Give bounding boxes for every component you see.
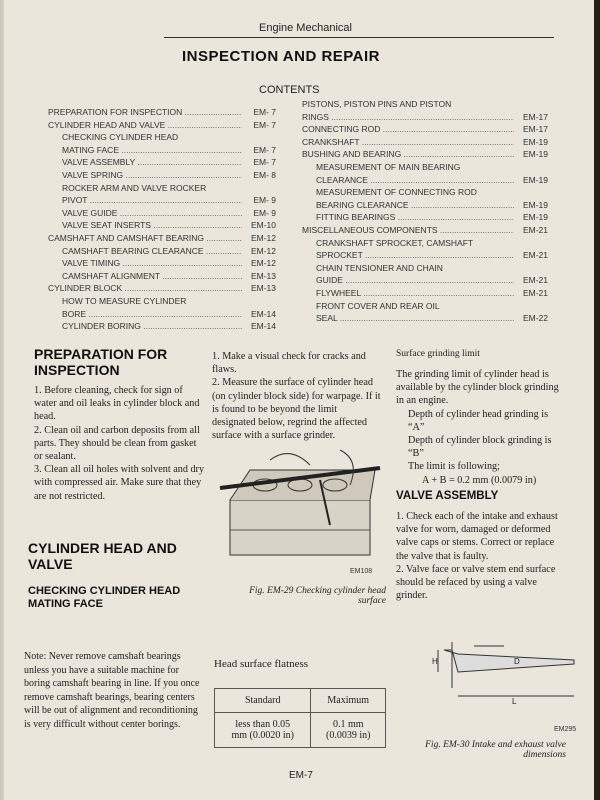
toc-entry-label: CHECKING CYLINDER HEAD (62, 132, 179, 143)
toc-entry-page: EM-12 (250, 232, 276, 243)
table-title: Head surface flatness (214, 658, 309, 670)
prep-body (34, 384, 206, 503)
toc-entry-label: MISCELLANEOUS COMPONENTS ..... (302, 224, 514, 237)
toc-entry-label: CYLINDER HEAD AND VALVE ..... (48, 119, 242, 132)
toc-entry-page: EM- 7 (253, 144, 276, 155)
limit-formula: A + B = 0.2 mm (0.0079 in) (422, 474, 537, 486)
toc-entry (48, 156, 276, 169)
contents-label: CONTENTS (259, 84, 320, 96)
maximum-value-line1: 0.1 mm (332, 719, 364, 730)
toc-entry (302, 262, 548, 275)
toc-entry-page: EM-17 (522, 124, 548, 135)
figure-29-caption: Fig. EM-29 Checking cylinder head surface (249, 586, 386, 606)
toc-entry (302, 224, 548, 237)
toc-entry (48, 257, 276, 270)
toc-entry-label: CRANKSHAFT ..... (302, 136, 514, 149)
cylinder-head-check-illustration (210, 440, 386, 580)
depth-b-text: Depth of cylinder block grinding is “B” (408, 435, 552, 460)
toc-entry-label: ROCKER ARM AND VALVE ROCKER (62, 182, 207, 193)
toc-entry-page: EM- 9 (253, 207, 276, 218)
prep-heading: PREPARATION FOR INSPECTION (34, 346, 168, 378)
toc-entry-label: VALVE SPRING ..... (48, 169, 242, 182)
toc-entry (48, 182, 276, 195)
toc-entry (302, 300, 548, 313)
toc-entry-page: EM-19 (522, 174, 548, 185)
manual-page (4, 0, 594, 800)
toc-entry (302, 237, 548, 250)
toc-entry (48, 106, 276, 119)
toc-entry-page: EM-12 (250, 258, 276, 269)
toc-entry (48, 320, 276, 333)
valve-paragraph-1: 1. Check each of the intake and exhaust valve for worn, damaged or deformed valve caps or stems. Correct or replace the valve that is faulty. (396, 511, 558, 562)
dim-h-label: H (432, 657, 438, 666)
toc-entry-label: MEASUREMENT OF CONNECTING ROD (316, 187, 477, 198)
page-title: INSPECTION AND REPAIR (182, 48, 381, 65)
toc-entry-label: BEARING CLEARANCE ..... (302, 199, 514, 212)
toc-entry (48, 270, 276, 283)
toc-entry-label: CRANKSHAFT SPROCKET, CAMSHAFT (316, 237, 474, 248)
toc-entry-label: VALVE SEAT INSERTS ..... (48, 219, 242, 232)
toc-entry-label: SEAL ..... (302, 312, 514, 325)
toc-entry-page: EM-22 (522, 313, 548, 324)
toc-entry-label: PIVOT ..... (48, 194, 242, 207)
dim-d-label: D (514, 657, 520, 666)
valve-paragraph-2: 2. Valve face or valve stem end surface should be refaced by using a valve grinder. (396, 563, 556, 602)
toc-entry-page: EM-14 (250, 308, 276, 319)
toc-entry (302, 98, 548, 111)
toc-entry (48, 131, 276, 144)
limit-text: The limit is following; (408, 461, 500, 473)
prep-paragraph-3: 3. Clean all oil holes with solvent and dry with compressed air. Make sure that they are not restricted. (34, 464, 205, 502)
toc-entry-page: EM- 9 (253, 195, 276, 206)
toc-entry (48, 169, 276, 182)
toc-entry (48, 219, 276, 232)
toc-entry-label: VALVE GUIDE ..... (48, 207, 242, 220)
standard-value-line2: mm (0.0020 in) (231, 730, 294, 741)
valve-assembly-heading: VALVE ASSEMBLY (396, 490, 499, 502)
toc-entry-label: FRONT COVER AND REAR OIL (316, 300, 440, 311)
toc-entry (302, 249, 548, 262)
figure-30-code: EM295 (554, 726, 577, 733)
toc-entry-page: EM-19 (522, 212, 548, 223)
toc-entry-page: EM- 7 (253, 119, 276, 130)
cylinder-head-heading: CYLINDER HEAD AND VALVE (28, 540, 177, 572)
toc-entry (48, 282, 276, 295)
toc-entry-label: CHAIN TENSIONER AND CHAIN (316, 262, 443, 273)
toc-entry (48, 245, 276, 258)
prep-paragraph-2: 2. Clean oil and carbon deposits from all parts. They should be clean from gasket or sealant. (34, 424, 200, 463)
toc-entry-page: EM-21 (522, 224, 548, 235)
toc-entry-label: FLYWHEEL ..... (302, 287, 514, 300)
toc-entry-label: GUIDE ..... (302, 274, 514, 287)
table-header-row (215, 689, 386, 713)
valve-assembly-body (396, 510, 568, 602)
toc-entry-page: EM- 7 (253, 107, 276, 117)
toc-entry (302, 312, 548, 325)
table-header-maximum: Maximum (311, 689, 386, 713)
toc-entry-label: PISTONS, PISTON PINS AND PISTON (302, 99, 452, 109)
toc-entry (302, 199, 548, 212)
toc-entry-page: EM-14 (250, 321, 276, 332)
toc-entry (302, 287, 548, 300)
grinding-limit-block (396, 368, 566, 487)
toc-entry-label: BORE ..... (48, 308, 242, 321)
toc-entry-page: EM-21 (522, 275, 548, 286)
maximum-value (311, 713, 386, 748)
figure-30-caption: Fig. EM-30 Intake and exhaust valve dimensions (425, 740, 566, 760)
camshaft-note: Note: Never remove camshaft bearings unless you have a suitable machine for boring camshaft bearing in line. If you once remove camshaft bearings, bearing centers will be out of alignment and reconditioning is very difficult without center borings. (24, 651, 200, 730)
toc-entry (48, 308, 276, 321)
toc-entry-page: EM-12 (250, 245, 276, 256)
toc-entry (302, 111, 548, 124)
header-rule (164, 37, 554, 38)
toc-entry (48, 144, 276, 157)
depth-a-text: Depth of cylinder head grinding is “A” (408, 408, 549, 433)
toc-entry (302, 174, 548, 187)
toc-entry (48, 232, 276, 245)
mid-paragraph-1: 1. Make a visual check for cracks and flaws. (212, 351, 366, 376)
grinding-text: The grinding limit of cylinder head is available by the cylinder block grinding in an engine. (396, 369, 559, 407)
toc-left-column (48, 106, 276, 333)
toc-entry-page: EM- 7 (253, 157, 276, 168)
toc-entry (302, 136, 548, 149)
section-header: Engine Mechanical (259, 22, 352, 34)
checking-head-subheading: CHECKING CYLINDER HEAD MATING FACE (28, 585, 181, 610)
toc-entry (302, 274, 548, 287)
toc-entry-page: EM-17 (522, 111, 548, 122)
toc-entry-label: CLEARANCE ..... (302, 174, 514, 187)
toc-entry (302, 123, 548, 136)
toc-entry-label: CYLINDER BLOCK ..... (48, 282, 242, 295)
prep-paragraph-1: 1. Before cleaning, check for sign of water and oil leaks in cylinder block and head. (34, 385, 200, 423)
figure-29-code: EM108 (350, 568, 373, 575)
toc-entry-label: CAMSHAFT BEARING CLEARANCE ..... (48, 245, 242, 258)
toc-entry-label: MATING FACE ..... (48, 144, 242, 157)
toc-entry-page: EM-19 (522, 136, 548, 147)
dim-l-label: L (512, 697, 517, 706)
toc-entry (302, 161, 548, 174)
standard-value-line1: less than 0.05 (235, 719, 291, 730)
toc-entry (302, 186, 548, 199)
toc-entry (302, 148, 548, 161)
mid-body (212, 350, 382, 442)
toc-entry (48, 207, 276, 220)
toc-entry-label: FITTING BEARINGS ..... (302, 211, 514, 224)
mid-paragraph-2: 2. Measure the surface of cylinder head (on cylinder block side) for warpage. If it is found to be beyond the limit designated below, regrind the affected surface with a surface grinder. (212, 377, 381, 442)
flatness-table (214, 688, 386, 748)
toc-entry-page: EM- 8 (253, 169, 276, 180)
page-number: EM-7 (289, 770, 313, 781)
toc-entry-label: VALVE ASSEMBLY ..... (48, 156, 242, 169)
toc-entry (48, 194, 276, 207)
toc-entry (48, 295, 276, 308)
toc-entry-label: CONNECTING ROD ..... (302, 123, 514, 136)
toc-entry-page: EM-10 (250, 220, 276, 231)
toc-entry-label: CYLINDER BORING ..... (48, 320, 242, 333)
toc-entry-label: RINGS ..... (302, 111, 514, 124)
toc-entry-page: EM-21 (522, 250, 548, 261)
toc-entry-label: BUSHING AND BEARING ..... (302, 148, 514, 161)
toc-entry-page: EM-13 (250, 270, 276, 281)
toc-entry-label: MEASUREMENT OF MAIN BEARING (316, 161, 461, 172)
toc-entry (302, 211, 548, 224)
toc-entry (48, 119, 276, 132)
toc-entry-label: CAMSHAFT ALIGNMENT ..... (48, 270, 242, 283)
grinding-limit-title: Surface grinding limit (396, 349, 480, 359)
maximum-value-line2: (0.0039 in) (325, 730, 371, 741)
toc-entry-page: EM-21 (522, 287, 548, 298)
toc-entry-label: SPROCKET ..... (302, 249, 514, 262)
toc-entry-label: HOW TO MEASURE CYLINDER (62, 295, 187, 306)
standard-value (215, 713, 311, 748)
toc-right-column (302, 98, 548, 325)
valve-dimension-illustration (424, 636, 584, 706)
toc-entry-page: EM-19 (522, 199, 548, 210)
toc-entry-label: PREPARATION FOR INSPECTION ..... (48, 106, 242, 119)
table-header-standard: Standard (215, 689, 311, 713)
toc-entry-label: VALVE TIMING ..... (48, 257, 242, 270)
toc-entry-label: CAMSHAFT AND CAMSHAFT BEARING ..... (48, 232, 242, 245)
toc-entry-page: EM-19 (522, 149, 548, 160)
toc-entry-page: EM-13 (250, 283, 276, 294)
table-row (215, 713, 386, 748)
